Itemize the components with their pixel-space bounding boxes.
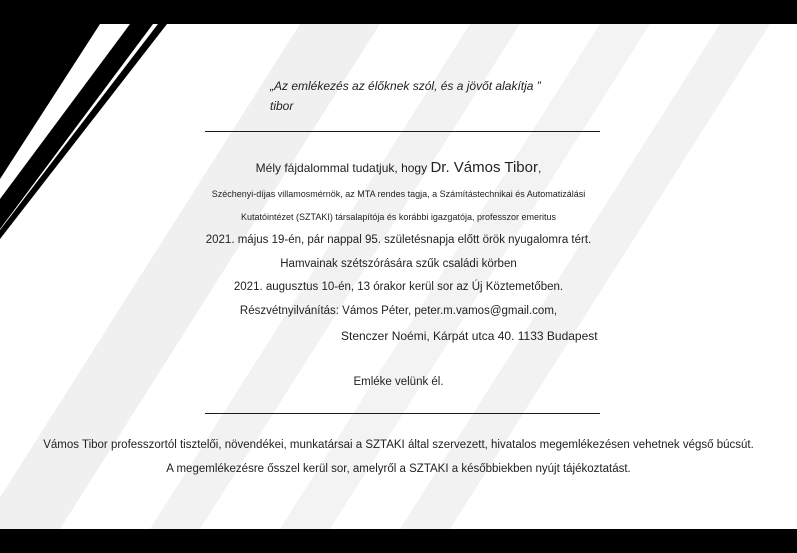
death-line: 2021. május 19-én, pár nappal 95. születésnapja előtt örök nyugalomra tért. (205, 234, 592, 246)
decorative-stripes (0, 24, 797, 529)
intro-suffix: , (537, 161, 542, 175)
title-line-1: Széchenyi-díjas villamosmérnök, az MTA rendes tagja, a Számítástechnikai és Automatizálási (211, 189, 586, 199)
ashes-line: Hamvainak szétszórására szűk családi körben (280, 258, 517, 270)
address-line: Stenczer Noémi, Kárpát utca 40. 1133 Budapest (341, 329, 598, 343)
deceased-name: Dr. Vámos Tibor (430, 159, 538, 176)
quote-author: tibor (270, 99, 294, 113)
memorial-card (0, 24, 797, 529)
divider-top (205, 131, 600, 132)
intro-line (0, 159, 797, 176)
divider-bottom (205, 413, 600, 414)
date-line: 2021. augusztus 10-én, 13 órakor kerül sor az Új Köztemetőben. (233, 281, 564, 293)
footer-line-1: Vámos Tibor professzortól tisztelői, növendékei, munkatársai a SZTAKI által szervezett, hivatalos megemlékezésen vehetnek végső búcsút. (43, 439, 754, 451)
intro-prefix: Mély fájdalommal tudatjuk, hogy (255, 161, 428, 175)
quote-text: „Az emlékezés az élőknek szól, és a jövőt alakítja ” (270, 79, 541, 93)
footer-line-2: A megemlékezésre ősszel kerül sor, amelyről a SZTAKI a későbbiekben nyújt tájékoztatást. (166, 463, 631, 475)
condolence-line: Részvétnyilvánítás: Vámos Péter, peter.m.vamos@gmail.com, (239, 305, 558, 317)
memory-line: Emléke velünk él. (353, 376, 444, 388)
title-line-2: Kutatóintézet (SZTAKI) társalapítója és korábbi igazgatója, professzor emeritus (241, 212, 556, 222)
